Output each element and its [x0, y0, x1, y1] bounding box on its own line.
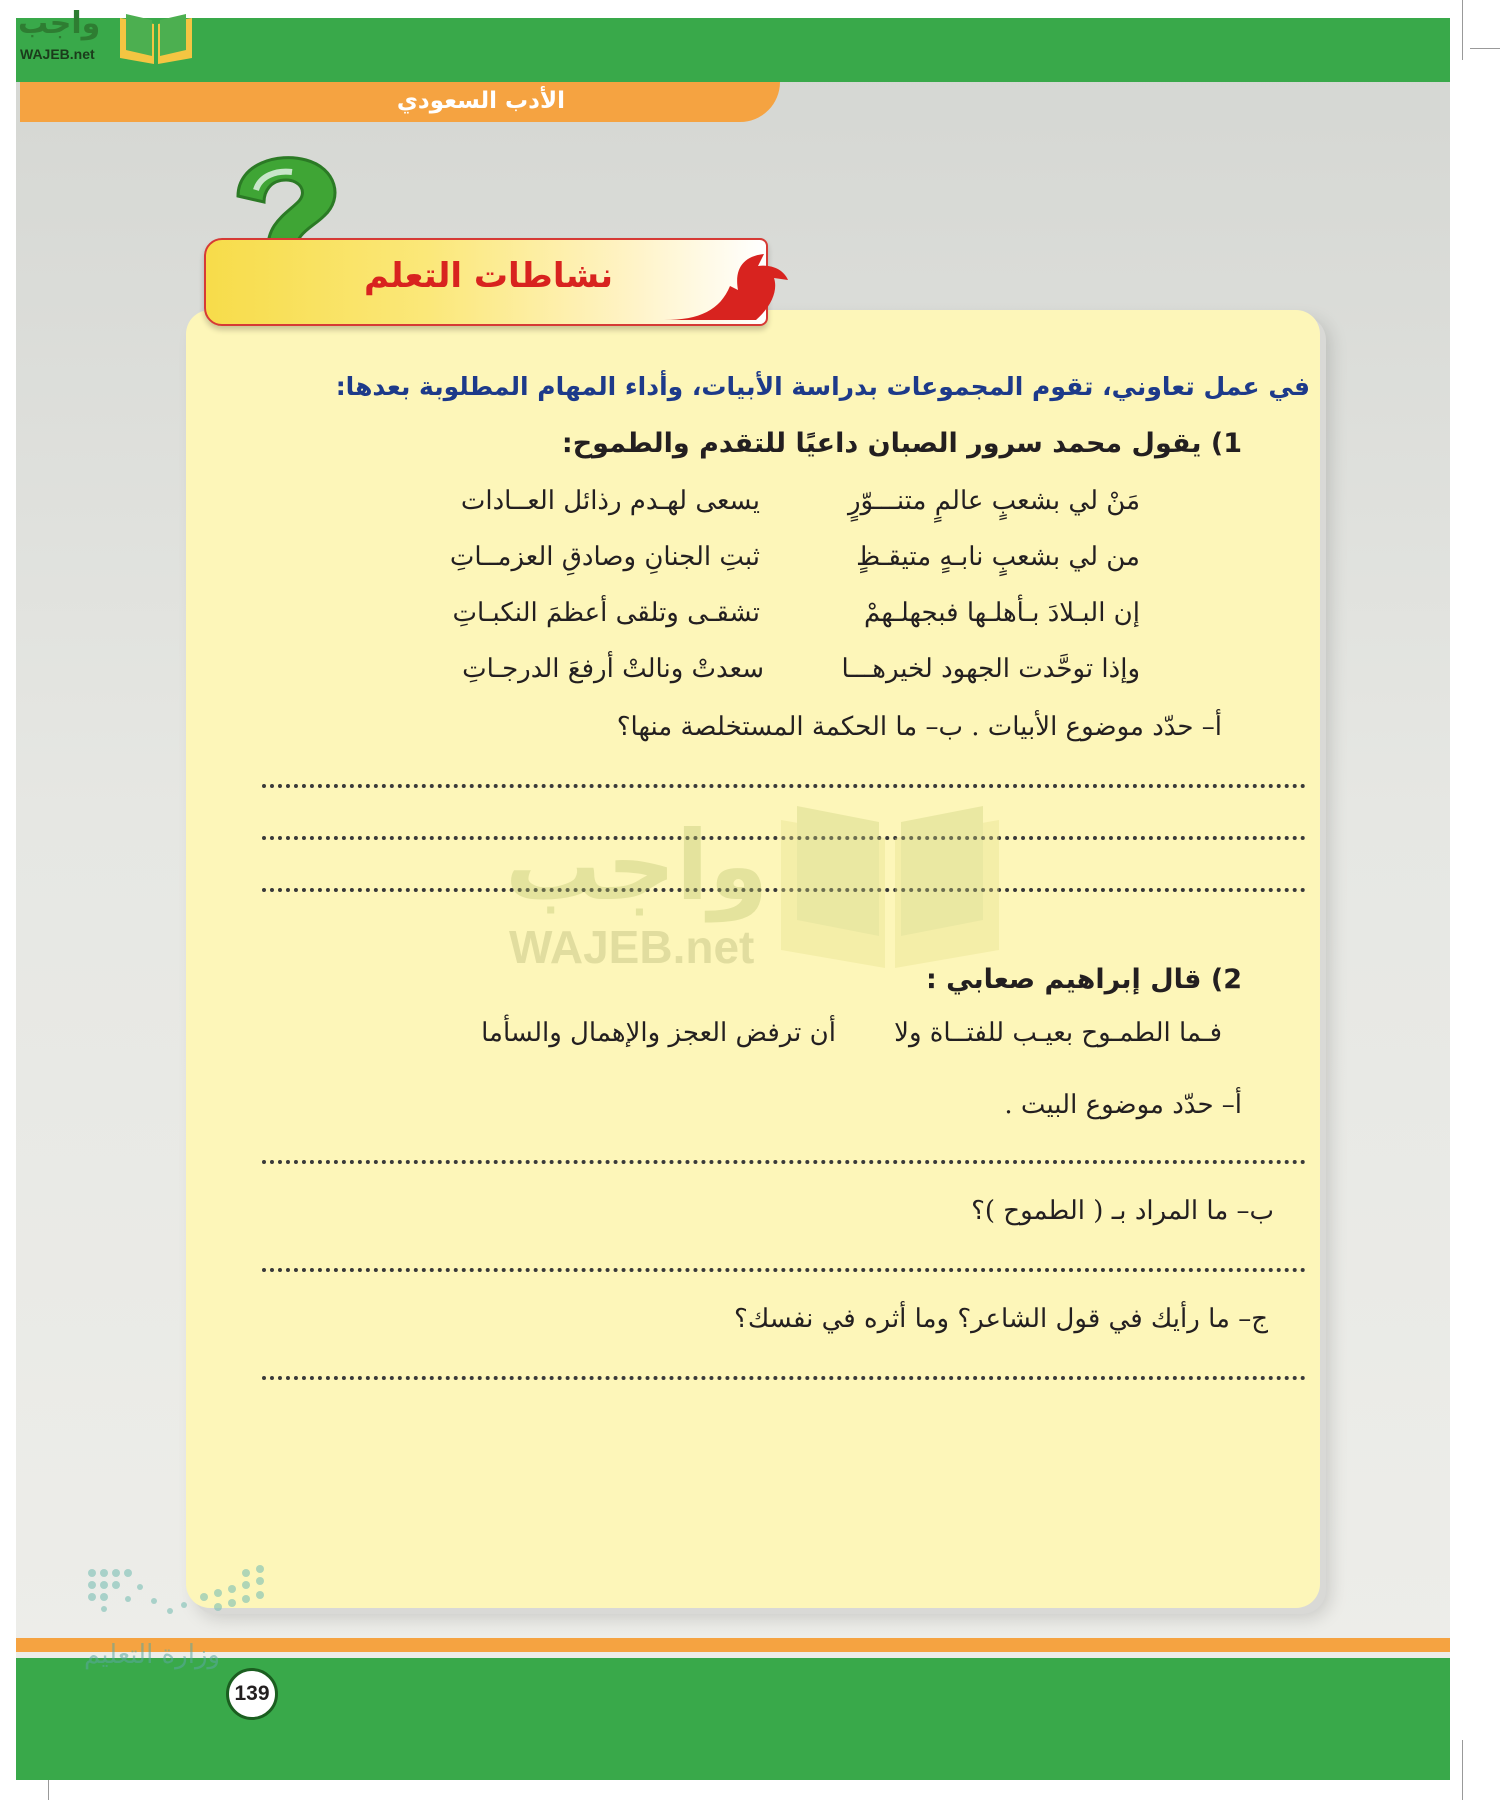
question-1-heading: 1) يقول محمد سرور الصبان داعيًا للتقدم والطموح:	[561, 428, 1242, 459]
wajeb-logo[interactable]	[8, 6, 188, 66]
page-number: 139	[226, 1668, 278, 1720]
crop-mark	[1462, 0, 1463, 60]
watermark-text-en: WAJEB.net	[509, 921, 755, 973]
crop-mark	[1462, 1740, 1463, 1800]
verse-3-first: إن البـلادَ بـأهلـها فبجهلـهمْ	[864, 598, 1140, 628]
answer-line[interactable]	[262, 1376, 1306, 1380]
intro-marker: ﻓﻲ	[1268, 372, 1310, 401]
banner-swoosh-icon	[660, 250, 790, 326]
banner-title: نشاطات التعلم	[364, 256, 613, 296]
section-strip	[20, 82, 780, 122]
watermark-text-ar: واجب	[505, 810, 769, 922]
ministry-logo-icon	[84, 1565, 274, 1635]
watermark-book-icon	[775, 800, 1005, 970]
question-1-tasks: أ– حدّد موضوع الأبيات . ب– ما الحكمة المستخلصة منها؟	[616, 712, 1222, 742]
question-2-heading: 2) قال إبراهيم صعابي :	[925, 964, 1242, 995]
question-2-task-b: ب– ما المراد بـ ( الطموح )؟	[971, 1196, 1274, 1226]
verse-1-first: مَنْ لي بشعبٍ عالمٍ متنـــوّرٍ	[848, 486, 1140, 516]
book-icon	[116, 10, 196, 66]
verse-4-first: وإذا توحَّدت الجهود لخيرهـــا	[841, 654, 1140, 684]
verse-2-second: ثبتِ الجنانِ وصادقِ العزمــاتِ	[449, 542, 760, 572]
verse-3-second: تشقـى وتلقى أعظمَ النكبـاتِ	[452, 598, 760, 628]
answer-line[interactable]	[262, 784, 1306, 788]
answer-line[interactable]	[262, 1160, 1306, 1164]
intro-text: عمل تعاوني، تقوم المجموعات بدراسة الأبيات، وأداء المهام المطلوبة بعدها:	[335, 372, 1260, 401]
verse-1-second: يسعى لهـدم رذائل العــادات	[460, 486, 760, 516]
q2-verse-first: فـما الطمـوح بعيـب للفتــاة ولا	[894, 1018, 1222, 1048]
question-2-task-a: أ– حدّد موضوع البيت .	[1004, 1090, 1242, 1120]
ministry-name: وزارة التعليم	[84, 1640, 221, 1670]
logo-text-en: WAJEB.net	[20, 46, 95, 62]
section-title: الأدب السعودي	[396, 88, 565, 114]
footer-orange-strip	[16, 1638, 1450, 1652]
header-bar	[16, 18, 1450, 82]
crop-mark	[1470, 48, 1500, 49]
answer-line[interactable]	[262, 1268, 1306, 1272]
logo-text-ar: واجب	[18, 6, 101, 41]
verse-4-second: سعدتْ ونالتْ أرفعَ الدرجـاتِ	[462, 654, 764, 684]
verse-2-first: من لي بشعبٍ نابـهٍ متيقـظٍ	[856, 542, 1140, 572]
q2-verse-second: أن ترفض العجز والإهمال والسأما	[481, 1018, 836, 1048]
question-2-task-c: ج– ما رأيك في قول الشاعر؟ وما أثره في نفسك؟	[734, 1304, 1268, 1334]
intro-instruction	[336, 372, 1310, 401]
